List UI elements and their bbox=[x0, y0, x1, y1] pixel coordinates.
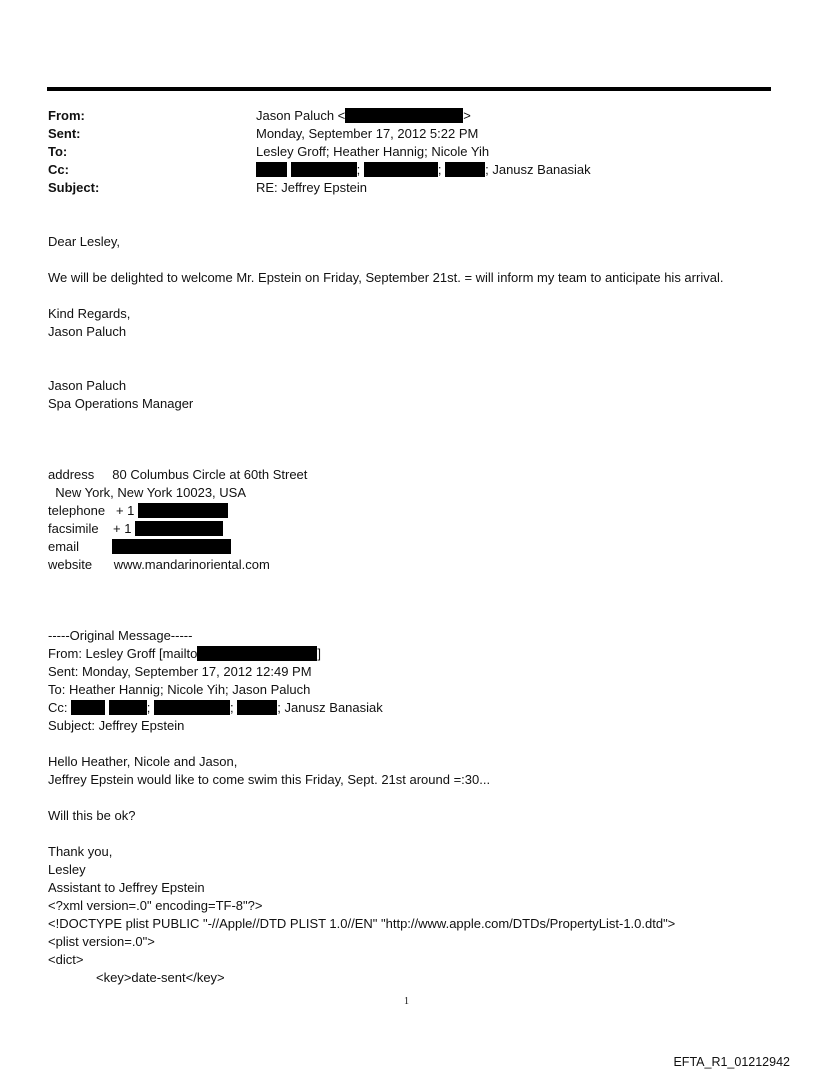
original-cc-label: Cc: bbox=[48, 700, 68, 715]
xml-line1: <?xml version=.0" encoding=TF-8"?> bbox=[48, 898, 263, 913]
telephone-text: telephone + 1 bbox=[48, 503, 135, 518]
from-name: Jason Paluch < bbox=[256, 108, 346, 123]
original-to: To: Heather Hannig; Nicole Yih; Jason Paluch bbox=[48, 682, 311, 697]
xml-line4: <dict> bbox=[48, 952, 84, 967]
facsimile-text: facsimile + 1 bbox=[48, 521, 132, 536]
cc-sep: ; bbox=[437, 162, 442, 177]
xml-line5: <key>date-sent</key> bbox=[96, 970, 225, 985]
redaction-box bbox=[197, 646, 317, 661]
redaction-box bbox=[364, 162, 438, 177]
closing-regards: Kind Regards, bbox=[48, 306, 131, 321]
address-line2: New York, New York 10023, USA bbox=[48, 485, 247, 500]
signature-name: Jason Paluch bbox=[48, 378, 127, 393]
original-line5: Lesley bbox=[48, 862, 86, 877]
cc-value bbox=[256, 161, 591, 179]
sent-value: Monday, September 17, 2012 5:22 PM bbox=[256, 126, 479, 141]
redaction-box bbox=[256, 162, 287, 177]
redaction-box bbox=[135, 521, 223, 536]
original-from-close: ] bbox=[317, 646, 321, 661]
cc-sep: ; bbox=[230, 700, 234, 715]
original-from-text: From: Lesley Groff [mailto bbox=[48, 646, 198, 661]
email-row bbox=[48, 539, 231, 554]
to-label: To: bbox=[48, 144, 68, 159]
redaction-box bbox=[445, 162, 485, 177]
message: We will be delighted to welcome Mr. Epstein on Friday, September 21st. = will inform my team to anticipate his arrival. bbox=[48, 270, 724, 285]
redaction-box bbox=[291, 162, 357, 177]
sent-label: Sent: bbox=[48, 126, 81, 141]
original-cc-tail: ; Janusz Banasiak bbox=[277, 700, 383, 715]
address-line1: address 80 Columbus Circle at 60th Street bbox=[48, 467, 308, 482]
subject-label: Subject: bbox=[48, 180, 100, 195]
page-number: 1 bbox=[404, 996, 409, 1007]
subject-value: RE: Jeffrey Epstein bbox=[256, 180, 368, 195]
bates-number: EFTA_R1_01212942 bbox=[673, 1055, 790, 1069]
original-line1: Hello Heather, Nicole and Jason, bbox=[48, 754, 238, 769]
xml-line3: <plist version=.0"> bbox=[48, 934, 155, 949]
xml-line2: <!DOCTYPE plist PUBLIC "-//Apple//DTD PLIST 1.0//EN" "http://www.apple.com/DTDs/PropertyList-1.0.dtd"> bbox=[48, 916, 676, 931]
telephone-row bbox=[48, 503, 228, 518]
from-close: > bbox=[463, 108, 471, 123]
cc-label: Cc: bbox=[48, 162, 69, 177]
cc-tail: ; Janusz Banasiak bbox=[485, 162, 591, 177]
original-from bbox=[48, 646, 321, 661]
from-value bbox=[256, 107, 471, 125]
email-text: email bbox=[48, 539, 80, 554]
redaction-box bbox=[237, 700, 277, 715]
original-line2: Jeffrey Epstein would like to come swim this Friday, Sept. 21st around =:30... bbox=[48, 772, 491, 787]
cc-sep: ; bbox=[356, 162, 361, 177]
original-subject: Subject: Jeffrey Epstein bbox=[48, 718, 185, 733]
original-line6: Assistant to Jeffrey Epstein bbox=[48, 880, 205, 895]
redaction-box bbox=[109, 700, 147, 715]
signature-title: Spa Operations Manager bbox=[48, 396, 194, 411]
from-label: From: bbox=[48, 108, 85, 123]
cc-sep: ; bbox=[146, 700, 151, 715]
original-sent: Sent: Monday, September 17, 2012 12:49 PM bbox=[48, 664, 312, 679]
header-rule bbox=[47, 87, 771, 91]
redaction-box bbox=[138, 503, 228, 518]
redaction-box bbox=[71, 700, 105, 715]
greeting: Dear Lesley, bbox=[48, 234, 121, 249]
redaction-box bbox=[154, 700, 230, 715]
facsimile-row bbox=[48, 521, 223, 536]
closing-name: Jason Paluch bbox=[48, 324, 127, 339]
redaction-box bbox=[345, 108, 463, 123]
website-row: website www.mandarinoriental.com bbox=[48, 557, 270, 572]
original-line4: Thank you, bbox=[48, 844, 113, 859]
to-value: Lesley Groff; Heather Hannig; Nicole Yih bbox=[256, 144, 490, 159]
original-line3: Will this be ok? bbox=[48, 808, 136, 823]
original-divider: -----Original Message----- bbox=[48, 628, 193, 643]
original-cc bbox=[48, 700, 383, 715]
redaction-box bbox=[112, 539, 231, 554]
